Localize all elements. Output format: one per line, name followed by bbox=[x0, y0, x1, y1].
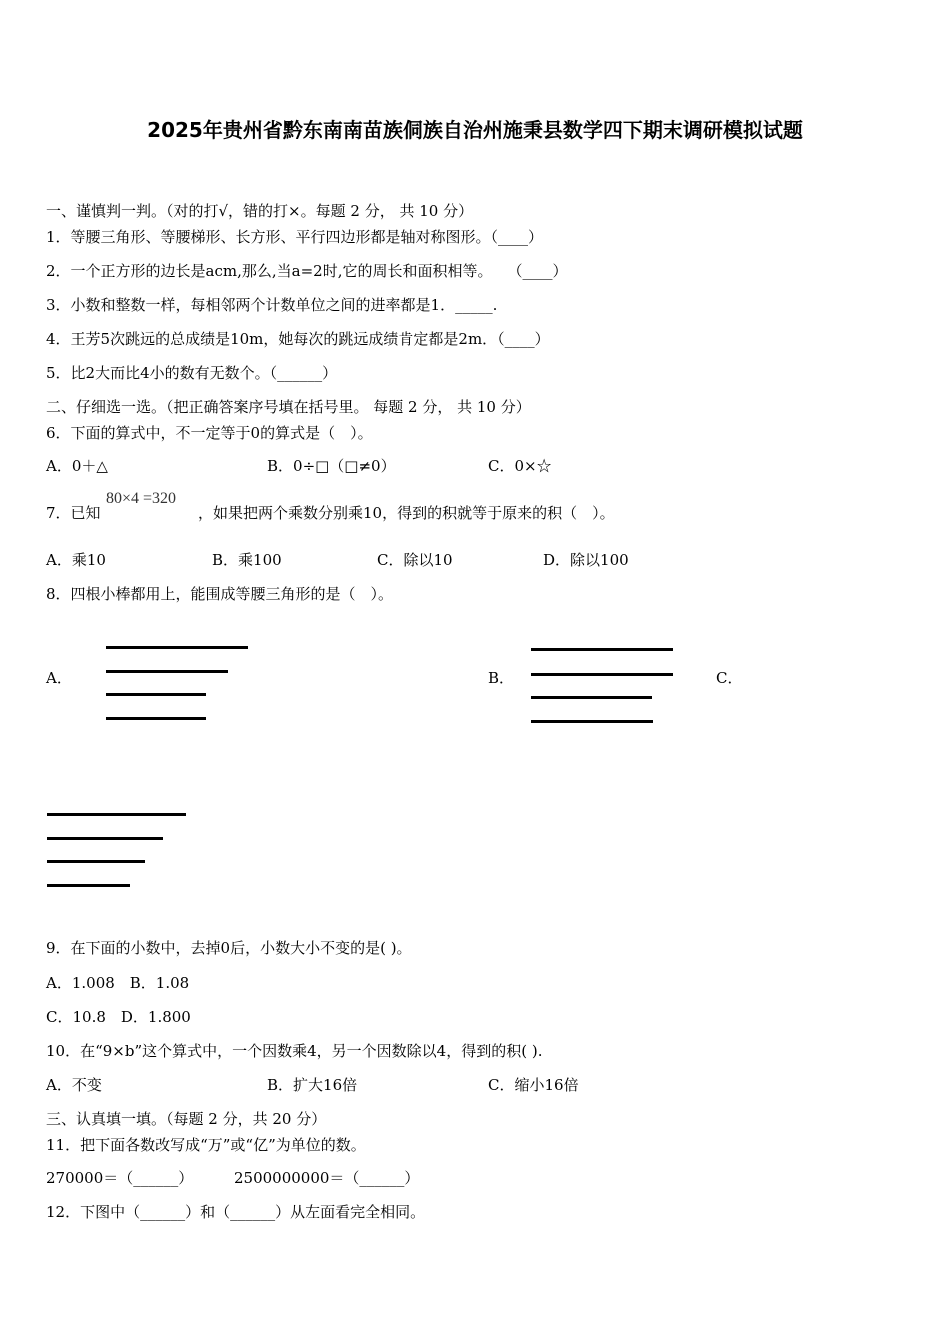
stick bbox=[106, 646, 248, 649]
section-2-heading: 二、仔细选一选。（把正确答案序号填在括号里。 每题 2 分， 共 10 分） bbox=[46, 398, 531, 416]
q11-blank-a: 270000＝（______） bbox=[46, 1169, 194, 1187]
q8-option-b: B． bbox=[488, 669, 515, 687]
question-12: 12．下图中（______）和（______）从左面看完全相同。 bbox=[46, 1203, 426, 1221]
q7-option-c: C．除以10 bbox=[377, 551, 453, 569]
stick bbox=[106, 717, 206, 720]
q7-equation: 80×4 =320 bbox=[106, 490, 177, 507]
stick bbox=[106, 693, 206, 696]
q9-options-ab: A．1.008 B．1.08 bbox=[46, 974, 190, 992]
question-9: 9．在下面的小数中，去掉0后，小数大小不变的是( )。 bbox=[46, 939, 412, 957]
question-4: 4．王芳5次跳远的总成绩是10m，她每次的跳远成绩肯定都是2m．（____） bbox=[46, 330, 550, 348]
stick bbox=[106, 670, 228, 673]
q7-option-d: D．除以100 bbox=[543, 551, 629, 569]
question-2: 2．一个正方形的边长是acm,那么,当a=2时,它的周长和面积相等。 （____） bbox=[46, 262, 568, 280]
question-3: 3．小数和整数一样，每相邻两个计数单位之间的进率都是1．_____. bbox=[46, 296, 498, 314]
question-10: 10．在“9×b”这个算式中，一个因数乘4，另一个因数除以4，得到的积( ). bbox=[46, 1042, 543, 1060]
page-title: 2025年贵州省黔东南南苗族侗族自治州施秉县数学四下期末调研模拟试题 bbox=[147, 118, 803, 142]
question-8: 8．四根小棒都用上，能围成等腰三角形的是（ ）。 bbox=[46, 585, 394, 603]
q8-option-c: C． bbox=[716, 669, 743, 687]
question-6: 6．下面的算式中，不一定等于0的算式是（ ）。 bbox=[46, 424, 373, 442]
q10-option-b: B．扩大16倍 bbox=[267, 1076, 358, 1094]
stick bbox=[47, 884, 130, 887]
stick bbox=[531, 696, 652, 699]
q10-option-a: A．不变 bbox=[46, 1076, 102, 1094]
stick bbox=[47, 813, 186, 816]
question-7-text: ，如果把两个乘数分别乘10，得到的积就等于原来的积（ ）。 bbox=[198, 504, 615, 522]
q7-option-a: A．乘10 bbox=[46, 551, 106, 569]
stick bbox=[531, 720, 653, 723]
q6-option-b: B．0÷□（□≠0） bbox=[267, 457, 396, 475]
q8-option-a: A． bbox=[46, 669, 72, 687]
question-11: 11．把下面各数改写成“万”或“亿”为单位的数。 bbox=[46, 1136, 366, 1154]
stick bbox=[47, 860, 145, 863]
section-1-heading: 一、谨慎判一判。（对的打√，错的打×。每题 2 分， 共 10 分） bbox=[46, 202, 474, 220]
question-1: 1．等腰三角形、等腰梯形、长方形、平行四边形都是轴对称图形。（____） bbox=[46, 228, 544, 246]
stick bbox=[47, 837, 163, 840]
q9-options-cd: C．10.8 D．1.800 bbox=[46, 1008, 191, 1026]
q6-option-a: A．0＋△ bbox=[46, 457, 108, 475]
q6-option-c: C．0×☆ bbox=[488, 457, 552, 475]
q7-option-b: B．乘100 bbox=[212, 551, 282, 569]
stick bbox=[531, 673, 673, 676]
question-7-prefix: 7．已知 bbox=[46, 504, 101, 522]
section-3-heading: 三、认真填一填。（每题 2 分，共 20 分） bbox=[46, 1110, 327, 1128]
question-5: 5．比2大而比4小的数有无数个。（______） bbox=[46, 364, 338, 382]
q10-option-c: C．缩小16倍 bbox=[488, 1076, 579, 1094]
q11-blank-b: 2500000000＝（______） bbox=[234, 1169, 420, 1187]
stick bbox=[531, 648, 673, 651]
